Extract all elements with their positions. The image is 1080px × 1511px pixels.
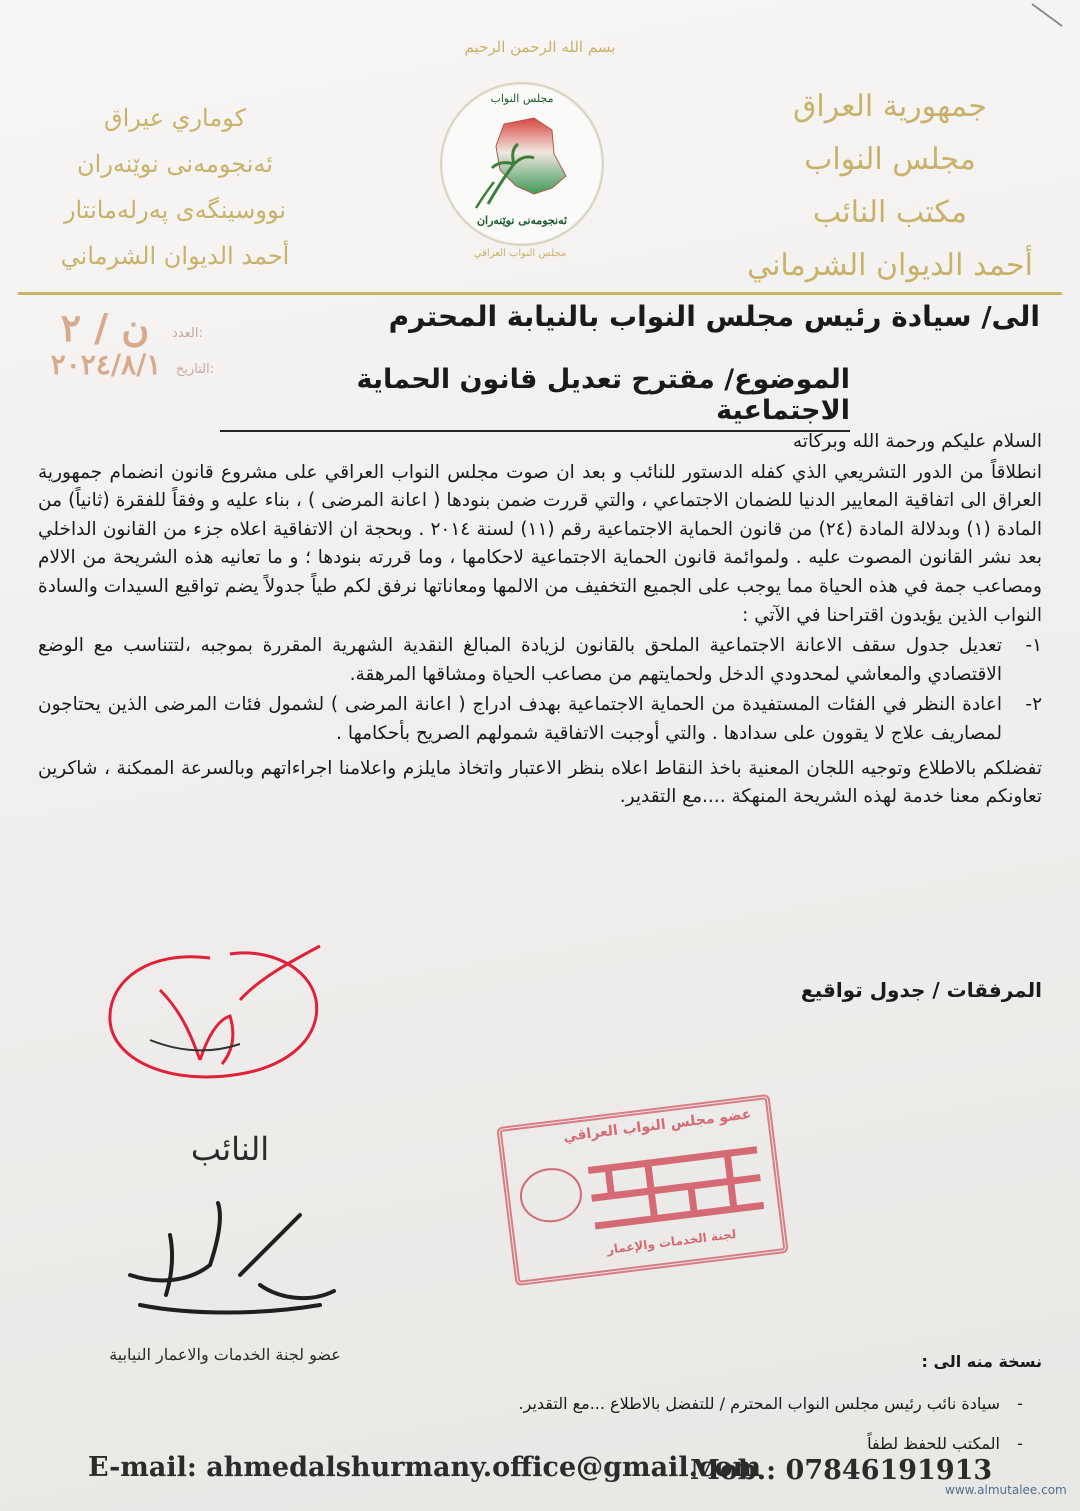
letterhead-line: أحمد الديوان الشرماني xyxy=(60,242,290,270)
parliament-emblem xyxy=(440,82,604,246)
signatory-position: عضو لجنة الخدمات والاعمار النيابية xyxy=(109,1345,341,1364)
attachments-line: المرفقات / جدول تواقيع xyxy=(800,978,1042,1002)
header-divider xyxy=(18,292,1062,295)
letterhead-line: ئه‌نجومه‌نی نوێنه‌ران xyxy=(77,150,273,178)
date-label: التاريخ: xyxy=(176,362,215,377)
emblem-title: مجلس النواب xyxy=(490,92,554,105)
copies-heading: نسخة منه الى : xyxy=(921,1352,1042,1371)
signatory-title: النائب xyxy=(190,1130,270,1168)
calligraphy-name-icon xyxy=(110,1195,350,1325)
list-item-text: المكتب للحفظ لطفاً xyxy=(867,1434,1000,1453)
body-paragraph: انطلاقاً من الدور التشريعي الذي كفله الدستور للنائب و بعد ان صوت مجلس النواب العراقي على مشروع قانون انضمام جمهورية العراق الى اتفاقية المعايير الدنيا للضمان الاجتماعي ، والتي قررت ضمن بنودها ( اعانة المرضى ) ، بناء عليه و وفقاً للفقرة (ثانياً) من المادة (١) وبدلالة المادة (٢٤) من قانون الحماية الاجتماعية رقم (١١) لسنة ٢٠١٤ . وبحجة ان الاتفاقية اعلاه جزء من القانون الداخلي بعد نشر القانون المصوت عليه . ولموائمة قانون الحماية الاجتماعية لاحكامها ، وما قررته بنودها ؛ و ما تعانيه هذه الشريحة من الالام ومصاعب جمة في هذه الحياة مما يوجب على الجميع التخفيف من الالمها ومعاناتها نرفق لكم طياً جدولاً يضم تواقيع السيدات والسادة النواب الذين يؤيدون اقتراحنا في الآتي : xyxy=(38,461,1042,626)
handwritten-signature-icon xyxy=(90,940,340,1090)
list-bullet: - xyxy=(1017,1434,1023,1453)
list-item xyxy=(320,1384,1040,1424)
letterhead-line: كوماري عيراق xyxy=(103,104,247,132)
emblem-kurdish-title: ئه‌نجومه‌نی نوێنه‌ران xyxy=(476,214,568,227)
footer-email: E-mail: ahmedalshurmany.office@gmail.com xyxy=(88,1452,762,1483)
list-item-text: سيادة نائب رئيس مجلس النواب المحترم / للتفضل بالاطلاع ...مع التقدير. xyxy=(518,1394,1000,1413)
list-item-text: تعديل جدول سقف الاعانة الاجتماعية الملحق بالقانون لزيادة المبالغ النقدية الشهرية المقررة بموجبه ،لتتناسب مع الوضع الاقتصادي والمعاشي لمحدودي الدخل ولحمايتهم من مصاعب الحياة ومشاقها المرهقة. xyxy=(38,635,1002,685)
stamp-committee: لجنة الخدمات والإعمار xyxy=(606,1226,737,1257)
site-watermark: www.almutalee.com xyxy=(945,1483,1067,1497)
letterhead-kurdish-block xyxy=(40,95,310,279)
list-item xyxy=(38,691,1042,748)
letter-date: ٢٠٢٤/٨/١ xyxy=(50,348,162,381)
list-item-text: اعادة النظر في الفئات المستفيدة من الحماية الاجتماعية بهدف ادراج ( اعانة المرضى ) لشمول فئات المرضى الذين يحتاجون لمصاريف علاج لا يقوون على سدادها . والتي أوجبت الاتفاقية شمولهم الصريح بأحكامها . xyxy=(38,694,1002,744)
letterhead-line: أحمد الديوان الشرماني xyxy=(747,248,1033,283)
basmala: بسم الله الرحمن الرحيم xyxy=(464,38,616,56)
closing-paragraph: تفضلكم بالاطلاع وتوجيه اللجان المعنية باخذ النقاط اعلاه بنظر الاعتبار واتخاذ مايلزم واعلامنا اجراءاتهم وبالسرعة الممكنة ، شاكرين تعاونكم معنا خدمة لهذه الشريحة المنهكة ....مع التقدير. xyxy=(38,757,1042,808)
list-item xyxy=(38,632,1042,689)
list-item-number: ١- xyxy=(1025,635,1042,657)
letter-body xyxy=(38,428,1042,812)
letterhead-line: جمهورية العراق xyxy=(793,89,987,124)
greeting: السلام عليكم ورحمة الله وبركاته xyxy=(792,431,1042,452)
letterhead-line: مكتب النائب xyxy=(812,195,968,230)
emblem-caption: مجلس النواب العراقي xyxy=(473,248,567,259)
letterhead-arabic-block xyxy=(740,80,1040,292)
official-stamp xyxy=(496,1094,788,1286)
letterhead-line: نووسینگه‌ی پەرله‌مانتار xyxy=(63,196,287,224)
stamp-title: عضو مجلس النواب العراقي xyxy=(562,1106,753,1146)
list-item-number: ٢- xyxy=(1025,694,1042,716)
reference-number: ن / ٢ xyxy=(60,305,150,350)
footer-mobile: Mob.: 07846191913 xyxy=(690,1455,993,1486)
staple-icon xyxy=(1028,0,1068,30)
subject-line: الموضوع/ مقترح تعديل قانون الحماية الاجتماعية xyxy=(220,364,850,432)
list-bullet: - xyxy=(1017,1394,1023,1413)
letterhead-line: مجلس النواب xyxy=(804,142,976,177)
addressee: الى/ سيادة رئيس مجلس النواب بالنيابة المحترم xyxy=(388,300,1040,333)
number-label: العدد: xyxy=(172,326,203,341)
